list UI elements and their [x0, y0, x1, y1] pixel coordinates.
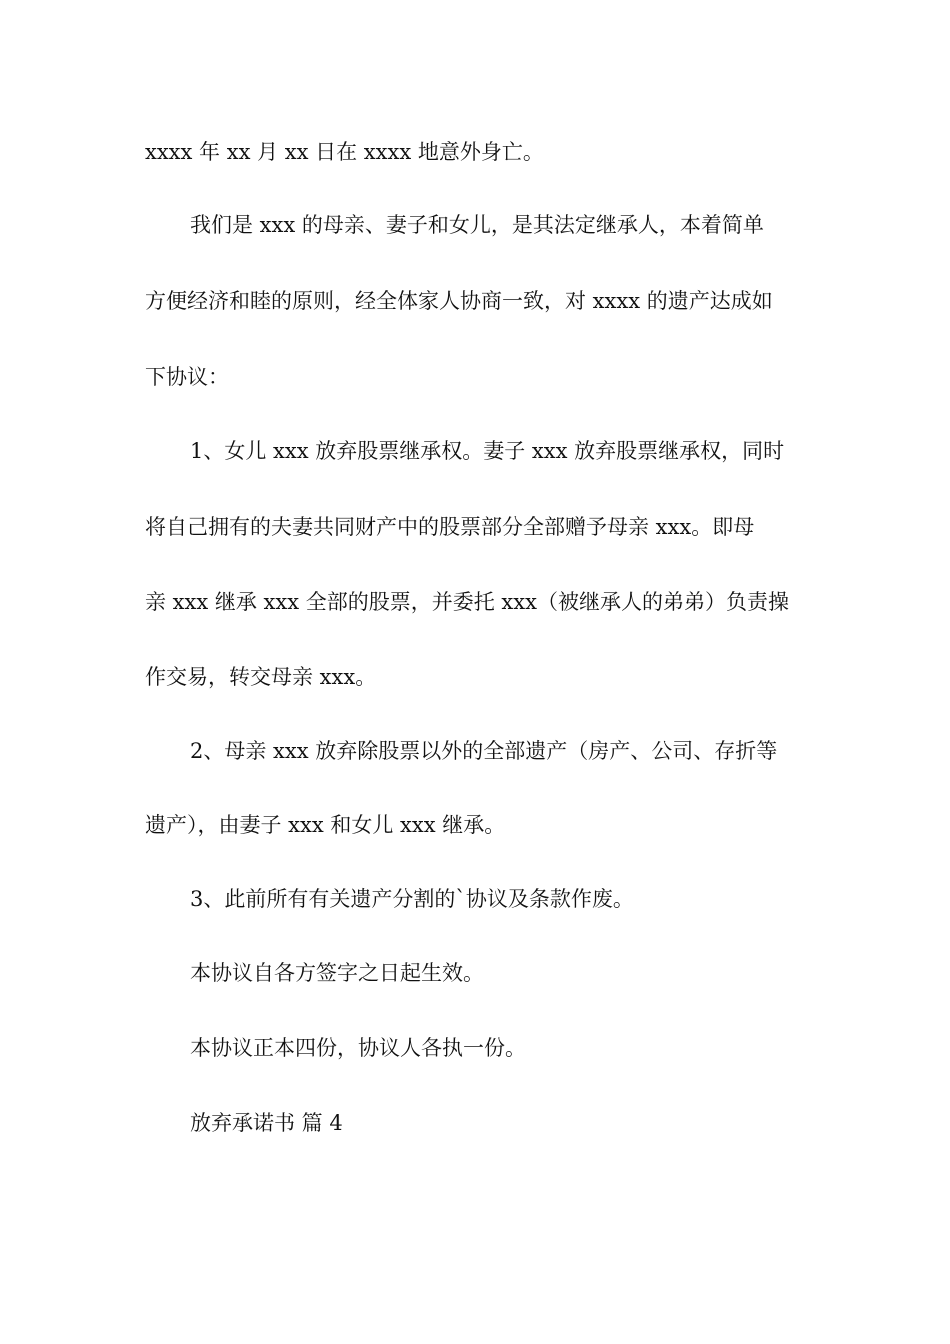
text-line-death-date: xxxx 年 xx 月 xx 日在 xxxx 地意外身亡。 [145, 140, 544, 164]
text-line-clause-1-b: 将自己拥有的夫妻共同财产中的股票部分全部赠予母亲 xxx。即母 [145, 515, 755, 539]
text-line-copies: 本协议正本四份，协议人各执一份。 [190, 1036, 526, 1060]
text-line-effective-date: 本协议自各方签字之日起生效。 [190, 961, 484, 985]
text-line-clause-2-a: 2、母亲 xxx 放弃除股票以外的全部遗产（房产、公司、存折等 [190, 739, 778, 763]
text-line-heirs: 我们是 xxx 的母亲、妻子和女儿，是其法定继承人，本着简单 [190, 213, 764, 237]
text-line-agreement-intro: 下协议： [145, 365, 229, 389]
text-line-clause-1-a: 1、女儿 xxx 放弃股票继承权。妻子 xxx 放弃股票继承权，同时 [190, 439, 785, 463]
text-line-clause-3: 3、此前所有有关遗产分割的`协议及条款作废。 [190, 887, 634, 911]
text-line-clause-1-d: 作交易，转交母亲 xxx。 [145, 665, 377, 689]
section-title: 放弃承诺书 篇 4 [190, 1111, 343, 1135]
text-line-principle: 方便经济和睦的原则，经全体家人协商一致，对 xxxx 的遗产达成如 [145, 289, 773, 313]
text-line-clause-1-c: 亲 xxx 继承 xxx 全部的股票，并委托 xxx（被继承人的弟弟）负责操 [145, 590, 789, 614]
text-line-clause-2-b: 遗产），由妻子 xxx 和女儿 xxx 继承。 [145, 813, 506, 837]
